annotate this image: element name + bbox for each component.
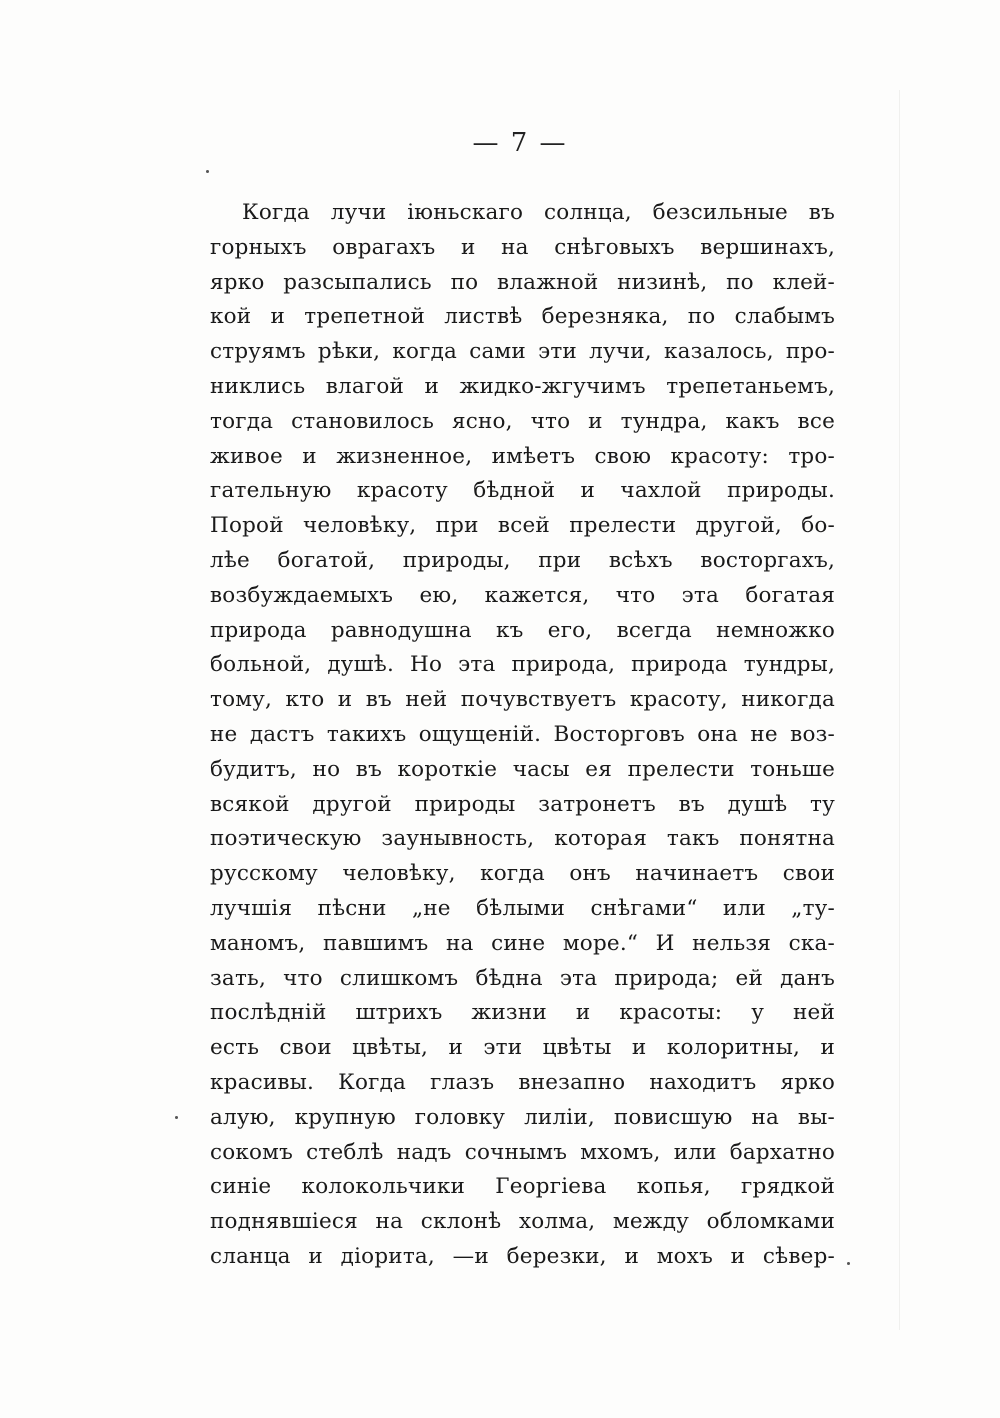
text-line: возбуждаемыхъ ею, кажется, что эта богатая [210, 582, 835, 608]
text-line: сланца и діорита, —и березки, и мохъ и сѣвер- [210, 1243, 835, 1269]
text-line: будитъ, но въ короткіе часы ея прелести тоньше [210, 756, 835, 782]
text-line: есть свои цвѣты, и эти цвѣты и колоритны, и [210, 1035, 835, 1061]
print-speck [175, 1116, 178, 1119]
text-line: послѣдній штрихъ жизни и красоты: у ней [210, 1000, 835, 1026]
text-line: больной, душѣ. Но эта природа, природа тундры, [210, 652, 835, 678]
text-line: природа равнодушна къ его, всегда немножко [210, 617, 835, 643]
text-line: зать, что слишкомъ бѣдна эта природа; ей данъ [210, 965, 835, 991]
text-line: красивы. Когда глазъ внезапно находитъ ярко [210, 1069, 835, 1095]
text-line: всякой другой природы затронетъ въ душѣ ту [210, 791, 835, 817]
text-line: горныхъ оврагахъ и на снѣговыхъ вершинахъ, [210, 234, 835, 260]
text-line: Порой человѣку, при всей прелести другой, бо- [210, 513, 835, 539]
text-line: кой и трепетной листвѣ березняка, по слабымъ [210, 304, 835, 330]
text-line: ярко разсыпались по влажной низинѣ, по клей- [210, 269, 835, 295]
text-line: тогда становилось ясно, что и тундра, какъ все [210, 408, 835, 434]
text-line: русскому человѣку, когда онъ начинаетъ свои [210, 861, 835, 887]
text-line: сокомъ стеблѣ надъ сочнымъ мхомъ, или бархатно [210, 1139, 835, 1165]
print-speck [206, 170, 209, 173]
text-line: живое и жизненное, имѣетъ свою красоту: тро- [210, 443, 835, 469]
text-line: синіе колокольчики Георгіева копья, грядкой [210, 1174, 835, 1200]
print-speck [847, 1262, 850, 1265]
text-line: поэтическую заунывность, которая такъ понятна [210, 826, 835, 852]
text-line: тому, кто и въ ней почувствуетъ красоту, никогда [210, 687, 835, 713]
text-line: лѣе богатой, природы, при всѣхъ восторгахъ, [210, 547, 835, 573]
text-line: алую, крупную головку лиліи, повисшую на вы- [210, 1104, 835, 1130]
body-text [210, 196, 835, 1275]
text-line: Когда лучи іюньскаго солнца, безсильные въ [242, 200, 835, 225]
text-line: никлись влагой и жидко-жгучимъ трепетаньемъ, [210, 373, 835, 399]
text-line: маномъ, павшимъ на сине море.“ И нельзя ска- [210, 930, 835, 956]
text-line: гательную красоту бѣдной и чахлой природы. [210, 478, 835, 504]
text-line: поднявшіеся на склонѣ холма, между обломками [210, 1209, 835, 1235]
page-number: — 7 — [472, 128, 568, 158]
text-line: не дастъ такихъ ощущеній. Восторговъ она не воз- [210, 721, 835, 747]
text-line: струямъ рѣки, когда сами эти лучи, казалось, про- [210, 339, 835, 365]
page-edge-shadow [899, 90, 900, 1330]
text-line: лучшія пѣсни „не бѣлыми снѣгами“ или „ту- [210, 895, 835, 921]
